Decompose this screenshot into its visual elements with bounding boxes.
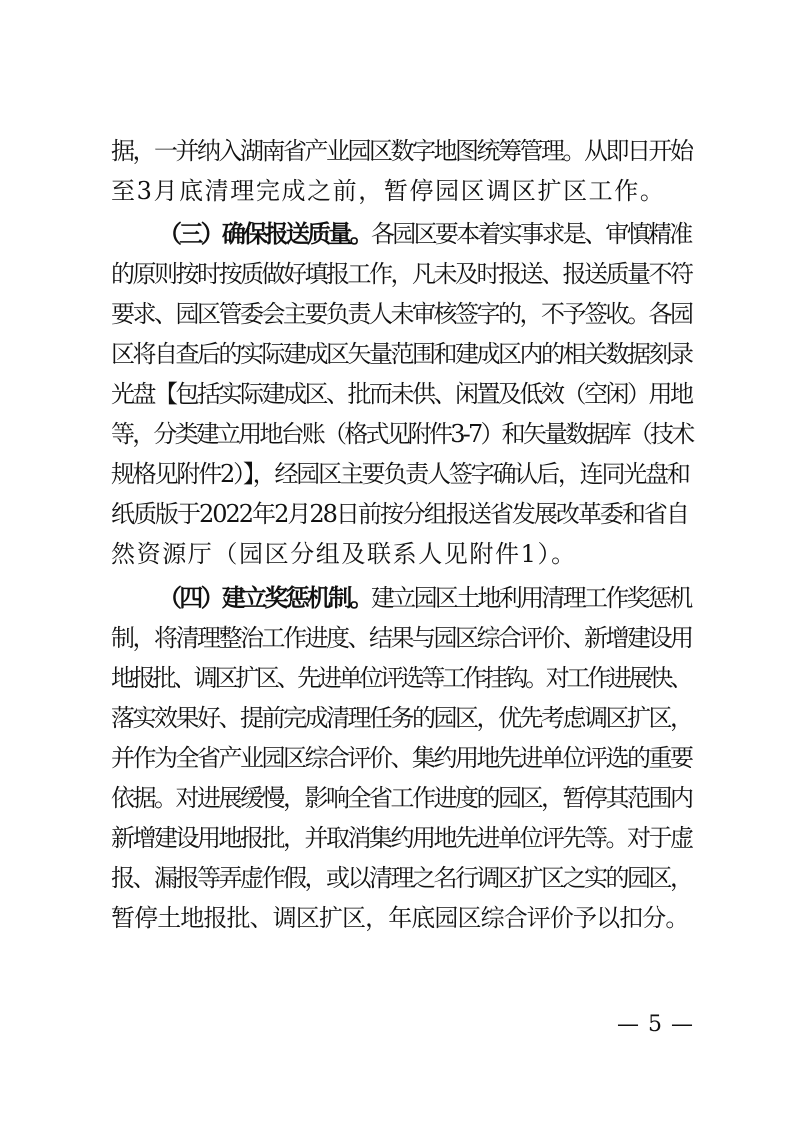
- line-text: 各园区要本着实事求是、审慎精准: [371, 220, 691, 248]
- text-line: [111, 374, 691, 414]
- line-text: 新增建设用地报批，并取消集约用地先进单位评先等。对于虚: [111, 824, 692, 852]
- text-line: [111, 898, 691, 938]
- line-text: 纸质版于2022年2月28日前按分组报送省发展改革委和省自: [111, 500, 688, 528]
- section-heading-line: [158, 578, 691, 618]
- line-text: 落实效果好、提前完成清理任务的园区，优先考虑调区扩区，: [111, 704, 692, 732]
- text-line: [111, 131, 691, 171]
- line-text: 区将自查后的实际建成区矢量范围和建成区内的相关数据刻录: [111, 340, 692, 368]
- line-text: 依据。对进展缓慢，影响全省工作进度的园区，暂停其范围内: [111, 784, 692, 812]
- text-line: [111, 818, 691, 858]
- text-line: [111, 334, 691, 374]
- line-text: 等，分类建立用地台账（格式见附件3-7）和矢量数据库（技术: [111, 420, 693, 448]
- page-number: — 5 —: [617, 1012, 694, 1037]
- section-heading: （四）建立奖惩机制。: [158, 583, 371, 612]
- line-text: 要求、园区管委会主要负责人未审核签字的，不予签收。各园: [111, 300, 692, 328]
- line-text: 制，将清理整治工作进度、结果与园区综合评价、新增建设用: [111, 624, 692, 652]
- text-line: [111, 778, 691, 818]
- section-heading-line: [158, 214, 691, 254]
- line-text: 建立园区土地利用清理工作奖惩机: [371, 584, 691, 612]
- text-line: [111, 618, 691, 658]
- text-line: [111, 534, 691, 574]
- text-line: [111, 738, 691, 778]
- line-text: 暂停土地报批、调区扩区，年底园区综合评价予以扣分。: [111, 904, 689, 932]
- text-line: [111, 414, 691, 454]
- line-text: 规格见附件2）】，经园区主要负责人签字确认后，连同光盘和: [111, 460, 689, 488]
- line-text: 的原则按时按质做好填报工作，凡未及时报送、报送质量不符: [111, 260, 692, 288]
- text-line: [111, 454, 691, 494]
- text-line: [111, 294, 691, 334]
- text-line: [111, 858, 691, 898]
- line-text: 然资源厅（园区分组及联系人见附件1）。: [111, 540, 577, 568]
- line-text: 至3月底清理完成之前，暂停园区调区扩区工作。: [111, 177, 666, 205]
- text-line: [111, 658, 691, 698]
- line-text: 报、漏报等弄虚作假，或以清理之名行调区扩区之实的园区，: [111, 864, 692, 892]
- line-text: 并作为全省产业园区综合评价、集约用地先进单位评选的重要: [111, 744, 692, 772]
- line-text: 据，一并纳入湖南省产业园区数字地图统筹管理。从即日开始: [111, 137, 692, 165]
- section-heading: （三）确保报送质量。: [158, 219, 371, 248]
- text-line: [111, 494, 691, 534]
- text-line: [111, 171, 691, 211]
- line-text: 光盘【包括实际建成区、批而未供、闲置及低效（空闲）用地: [111, 380, 692, 408]
- text-line: [111, 698, 691, 738]
- line-text: 地报批、调区扩区、先进单位评选等工作挂钩。对工作进展快、: [111, 664, 691, 692]
- text-line: [111, 254, 691, 294]
